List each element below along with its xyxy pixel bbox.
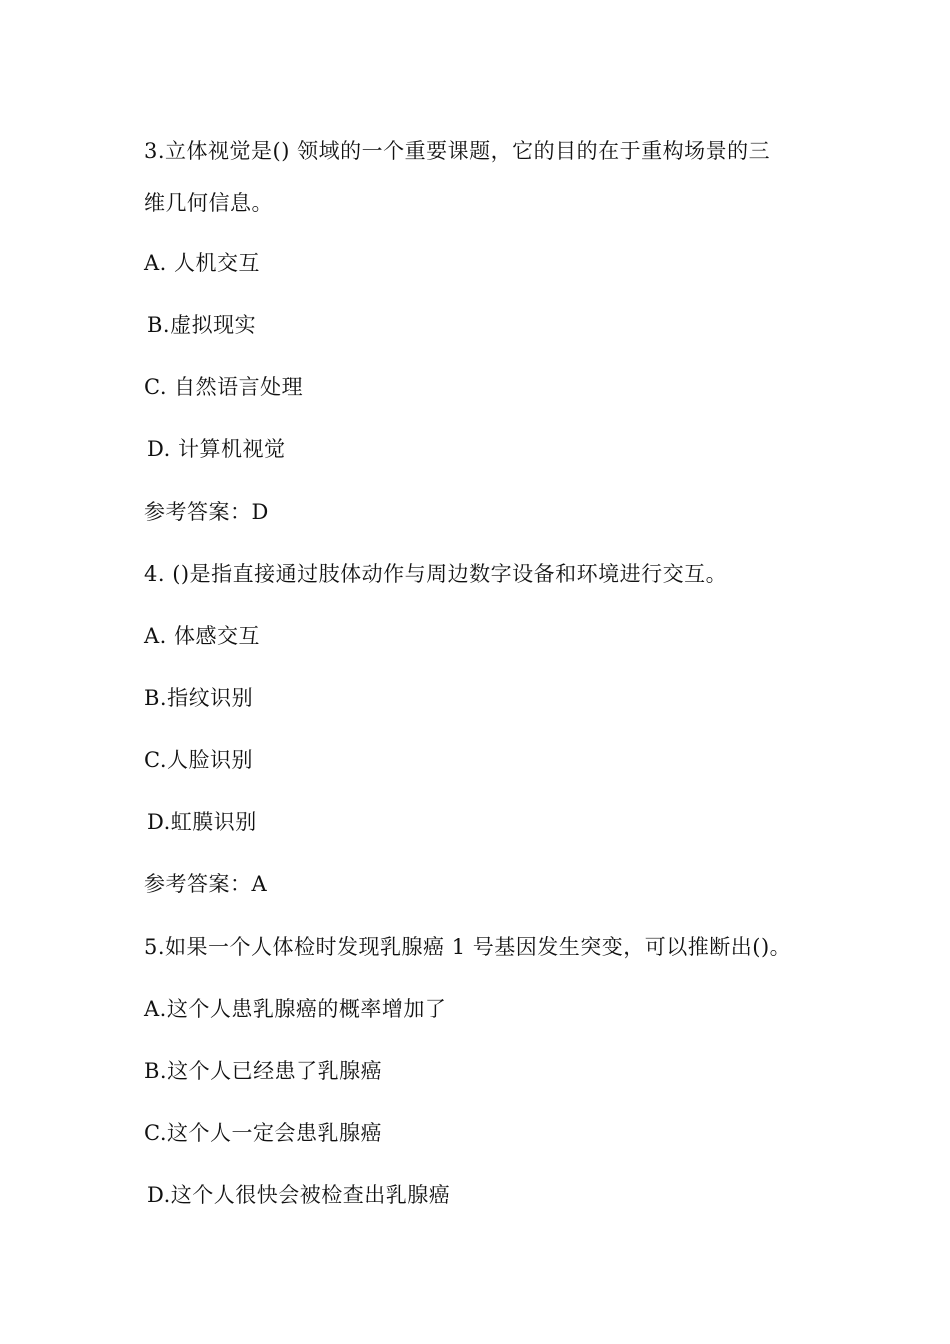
question-5-option-b: B.这个人已经患了乳腺癌 (144, 1059, 383, 1083)
question-5-stem: 5.如果一个人体检时发现乳腺癌 1 号基因发生突变，可以推断出()。 (144, 935, 792, 959)
question-3-stem-line-2: 维几何信息。 (144, 191, 273, 215)
question-3-option-d: D. 计算机视觉 (147, 437, 286, 461)
question-3-option-a: A. 人机交互 (144, 251, 261, 275)
question-5-option-c: C.这个人一定会患乳腺癌 (144, 1121, 382, 1145)
question-3-option-b: B.虚拟现实 (147, 313, 257, 337)
question-4-option-a: A. 体感交互 (144, 624, 261, 648)
question-3-stem-line-1: 3.立体视觉是() 领域的一个重要课题，它的目的在于重构场景的三 (144, 139, 771, 163)
question-4-option-d: D.虹膜识别 (147, 810, 257, 834)
question-4-option-b: B.指纹识别 (144, 686, 254, 710)
question-5-option-d: D.这个人很快会被检查出乳腺癌 (147, 1183, 451, 1207)
question-5-option-a: A.这个人患乳腺癌的概率增加了 (144, 997, 447, 1021)
question-4-option-c: C.人脸识别 (144, 748, 253, 772)
question-4-answer: 参考答案：A (144, 872, 268, 896)
question-3-answer: 参考答案：D (144, 500, 269, 524)
question-3-option-c: C. 自然语言处理 (144, 375, 304, 399)
question-4-stem: 4. ()是指直接通过肢体动作与周边数字设备和环境进行交互。 (144, 562, 728, 586)
